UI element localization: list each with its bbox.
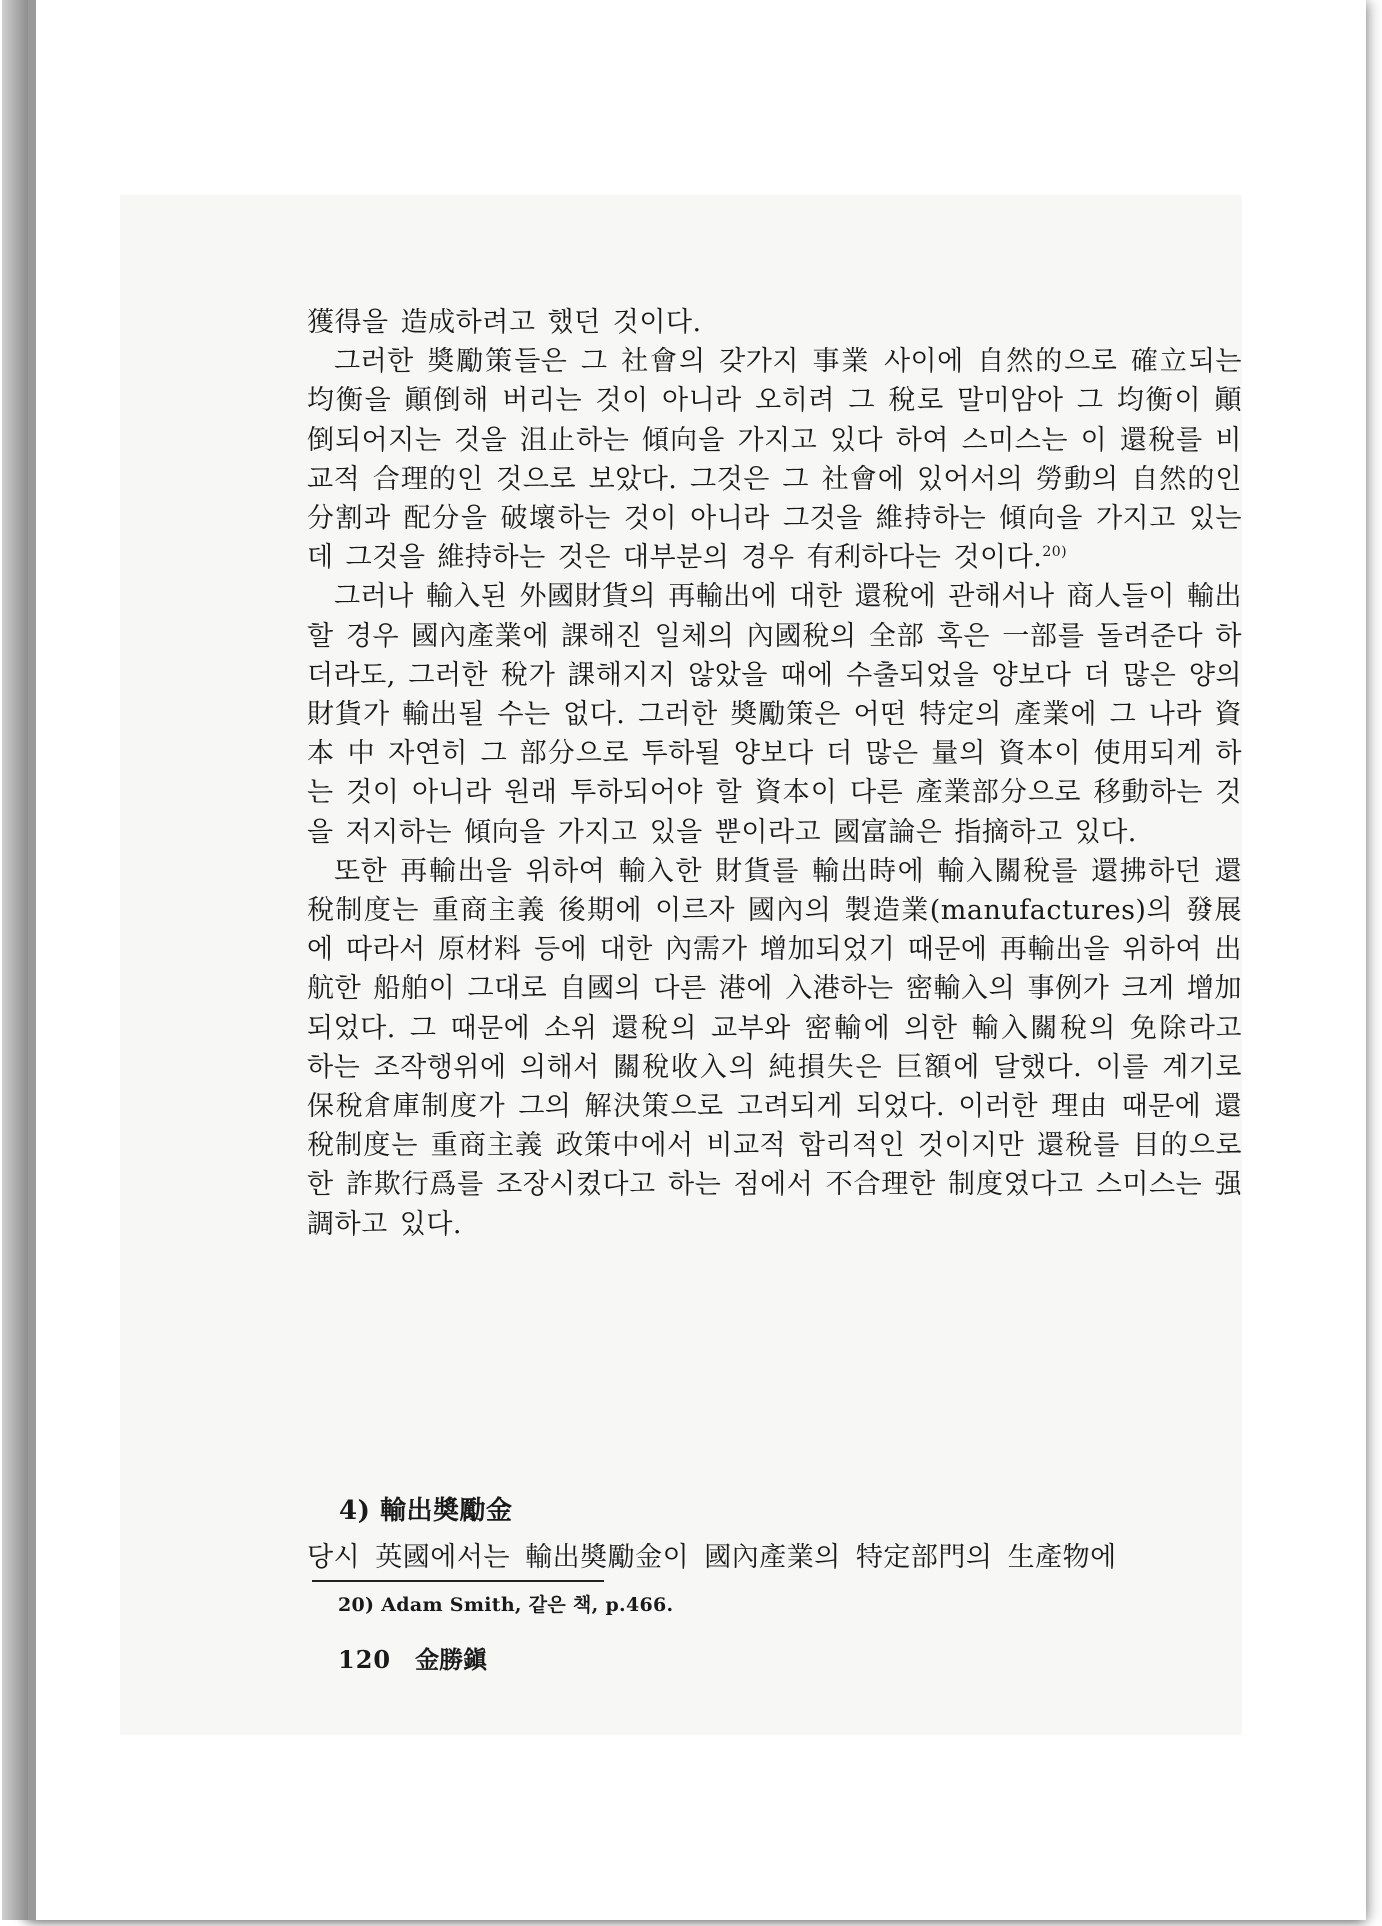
paragraph-1 — [307, 303, 1242, 342]
paragraph-3-text: 그러나 輸入된 外國財貨의 再輸出에 대한 還稅에 관해서나 商人들이 輸出할 경우 國內產業에 課해진 일체의 內國稅의 全部 혹은 一部를 돌려준다 하더라도, 그러한 稅가 課해지지 않았을 때에 수출되었을 양보다 더 많은 양의 財貨가 輸出될 수는 없다. 그러한 奬勵策은 어떤 特定의 產業에 그 나라 資本 中 자연히 그 部分으로 투하될 양보다 더 많은 量의 資本이 使用되게 하는 것이 아니라 원래 투하되어야 할 資本이 다른 產業部分으로 移動하는 것을 저지하는 傾向을 가지고 있을 뿐이라고 國富論은 指摘하고 있다. — [307, 581, 1242, 848]
paragraph-4-text: 또한 再輸出을 위하여 輸入한 財貨를 輸出時에 輸入關稅를 還拂하던 還稅制度는 重商主義 後期에 이르자 國內의 製造業(manufactures)의 發展에 따라서 原材料 등에 대한 內需가 增加되었기 때문에 再輸出을 위하여 出航한 船舶이 그대로 自國의 다른 港에 入港하는 密輸入의 事例가 크게 增加되었다. 그 때문에 소위 還稅의 교부와 密輸에 의한 輸入關稅의 免除라고 하는 조작행위에 의해서 關稅收入의 純損失은 巨額에 달했다. 이를 계기로 保稅倉庫制度가 그의 解決策으로 고려되게 되었다. 이러한 理由 때문에 還稅制度는 重商主義 政策中에서 비교적 합리적인 것이지만 還稅를 目的으로 한 詐欺行爲를 조장시켰다고 하는 점에서 不合理한 制度였다고 스미스는 强調하고 있다. — [307, 855, 1242, 1240]
paragraph-3 — [307, 577, 1242, 851]
page-footer — [338, 1640, 487, 1675]
footnote-reference: 20) — [1042, 544, 1068, 561]
page-number: 120 — [338, 1645, 392, 1674]
paragraph-4 — [307, 852, 1242, 1244]
footnote-text: 20) Adam Smith, 같은 책, p.466. — [338, 1594, 674, 1616]
section-first-line: 당시 英國에서는 輸出奬勵金이 國內產業의 特定部門의 生產物에 — [307, 1542, 1117, 1573]
author-name: 金勝鎭 — [415, 1645, 488, 1674]
body-text — [307, 303, 1242, 1244]
footnote-divider — [312, 1580, 604, 1582]
paragraph-2-text: 그러한 奬勵策들은 그 社會의 갖가지 事業 사이에 自然的으로 確立되는 均衡을 顚倒해 버리는 것이 아니라 오히려 그 稅로 말미암아 그 均衡이 顚倒되어지는 것을 沮止하는 傾向을 가지고 있다 하여 스미스는 이 還稅를 비교적 合理的인 것으로 보았다. 그것은 그 社會에 있어서의 勞動의 自然的인 分割과 配分을 破壞하는 것이 아니라 그것을 維持하는 傾向을 가지고 있는데 그것을 維持하는 것은 대부분의 경우 有利하다는 것이다. — [307, 346, 1242, 574]
section-heading: 4) 輸出奬勵金 — [339, 1496, 513, 1526]
paragraph-2 — [307, 342, 1242, 577]
paragraph-1-text: 獲得을 造成하려고 했던 것이다. — [307, 307, 702, 338]
